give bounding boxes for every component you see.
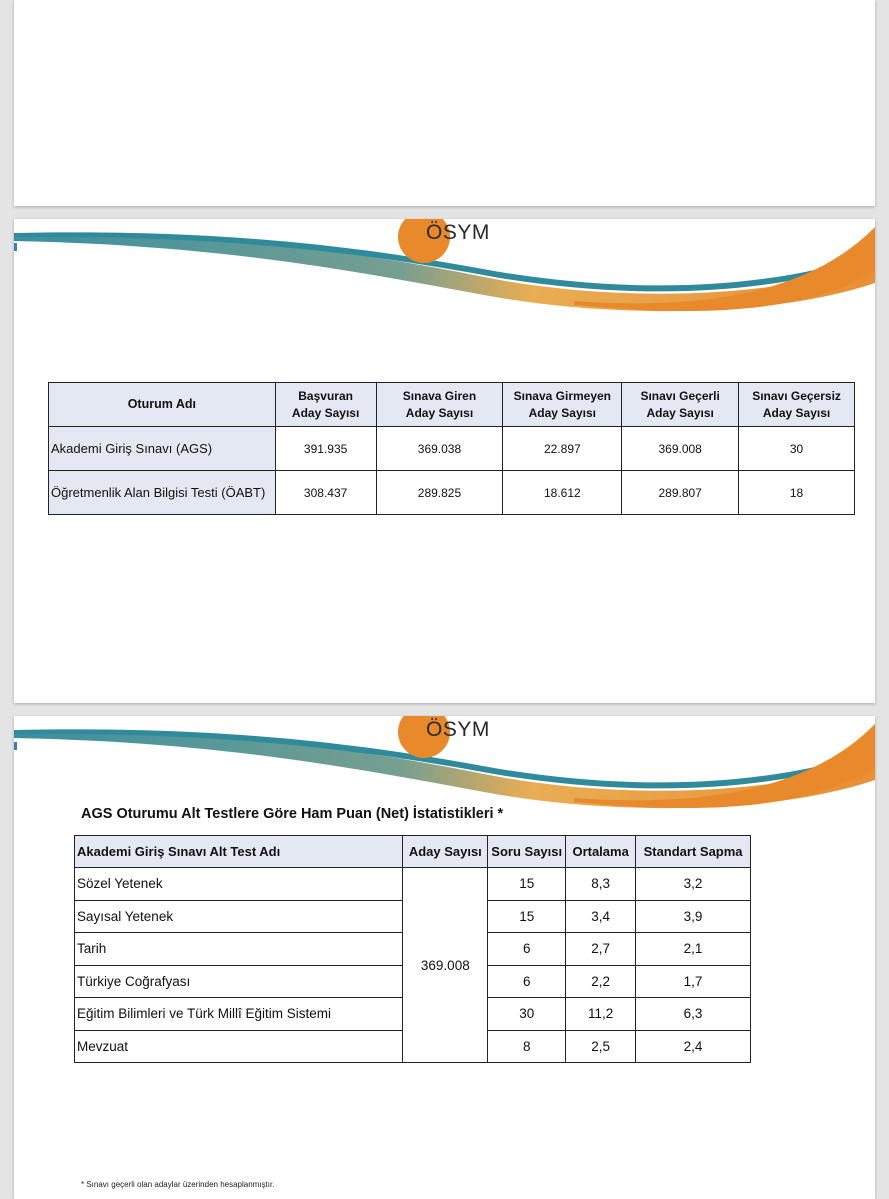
col-header: Sınavı Geçerli Aday Sayısı (622, 383, 739, 427)
edge-mark (14, 243, 17, 251)
question-count: 15 (488, 868, 566, 901)
valid-count: 289.807 (622, 471, 739, 515)
col-header: Sınava Girmeyen Aday Sayısı (503, 383, 622, 427)
logo-text: ÖSYM (426, 718, 490, 741)
edge-mark (14, 742, 17, 750)
subtest-name: Türkiye Coğrafyası (75, 965, 403, 998)
std-dev: 1,7 (636, 965, 751, 998)
mean: 2,7 (566, 933, 636, 966)
subtest-name: Sayısal Yetenek (75, 900, 403, 933)
col-header: Ortalama (566, 836, 636, 868)
attended-count: 289.825 (376, 471, 503, 515)
absent-count: 22.897 (503, 427, 622, 471)
col-header: Standart Sapma (636, 836, 751, 868)
question-count: 6 (488, 933, 566, 966)
invalid-count: 18 (739, 471, 855, 515)
table-row (49, 471, 855, 515)
col-header: Soru Sayısı (488, 836, 566, 868)
footnote: * Sınavı geçerli olan adaylar üzerinden hesaplanmıştır. (81, 1180, 275, 1189)
valid-count: 369.008 (622, 427, 739, 471)
col-header: Sınavı Geçersiz Aday Sayısı (739, 383, 855, 427)
section-title: AGS Oturumu Alt Testlere Göre Ham Puan (Net) İstatistikleri * (81, 806, 504, 822)
question-count: 15 (488, 900, 566, 933)
slide-blank (14, 0, 875, 206)
slide-exam-statistics (14, 219, 875, 703)
std-dev: 3,9 (636, 900, 751, 933)
std-dev: 6,3 (636, 998, 751, 1031)
subtest-name: Mevzuat (75, 1030, 403, 1063)
subtest-name: Tarih (75, 933, 403, 966)
std-dev: 2,4 (636, 1030, 751, 1063)
attended-count: 369.038 (376, 427, 503, 471)
subtest-name: Eğitim Bilimleri ve Türk Millî Eğitim Sistemi (75, 998, 403, 1031)
mean: 8,3 (566, 868, 636, 901)
question-count: 30 (488, 998, 566, 1031)
col-header: Akademi Giriş Sınavı Alt Test Adı (75, 836, 403, 868)
slide-subtest-statistics (14, 716, 875, 1199)
applicant-count: 308.437 (275, 471, 376, 515)
col-header: Aday Sayısı (403, 836, 488, 868)
osym-logo (398, 716, 490, 758)
std-dev: 3,2 (636, 868, 751, 901)
table-header-row (49, 383, 855, 427)
col-header: Sınava Giren Aday Sayısı (376, 383, 503, 427)
col-header: Oturum Adı (49, 383, 276, 427)
candidate-count: 369.008 (403, 868, 488, 1063)
exam-summary-table (48, 382, 855, 515)
applicant-count: 391.935 (275, 427, 376, 471)
session-name: Öğretmenlik Alan Bilgisi Testi (ÖABT) (49, 471, 276, 515)
mean: 3,4 (566, 900, 636, 933)
mean: 2,2 (566, 965, 636, 998)
table-header-row (75, 836, 751, 868)
subtest-statistics-table (74, 835, 751, 1063)
std-dev: 2,1 (636, 933, 751, 966)
question-count: 6 (488, 965, 566, 998)
session-name: Akademi Giriş Sınavı (AGS) (49, 427, 276, 471)
table-row (49, 427, 855, 471)
mean: 2,5 (566, 1030, 636, 1063)
absent-count: 18.612 (503, 471, 622, 515)
col-header: Başvuran Aday Sayısı (275, 383, 376, 427)
question-count: 8 (488, 1030, 566, 1063)
mean: 11,2 (566, 998, 636, 1031)
osym-logo (398, 219, 490, 263)
subtest-name: Sözel Yetenek (75, 868, 403, 901)
logo-text: ÖSYM (426, 221, 490, 244)
invalid-count: 30 (739, 427, 855, 471)
table-row (75, 868, 751, 901)
